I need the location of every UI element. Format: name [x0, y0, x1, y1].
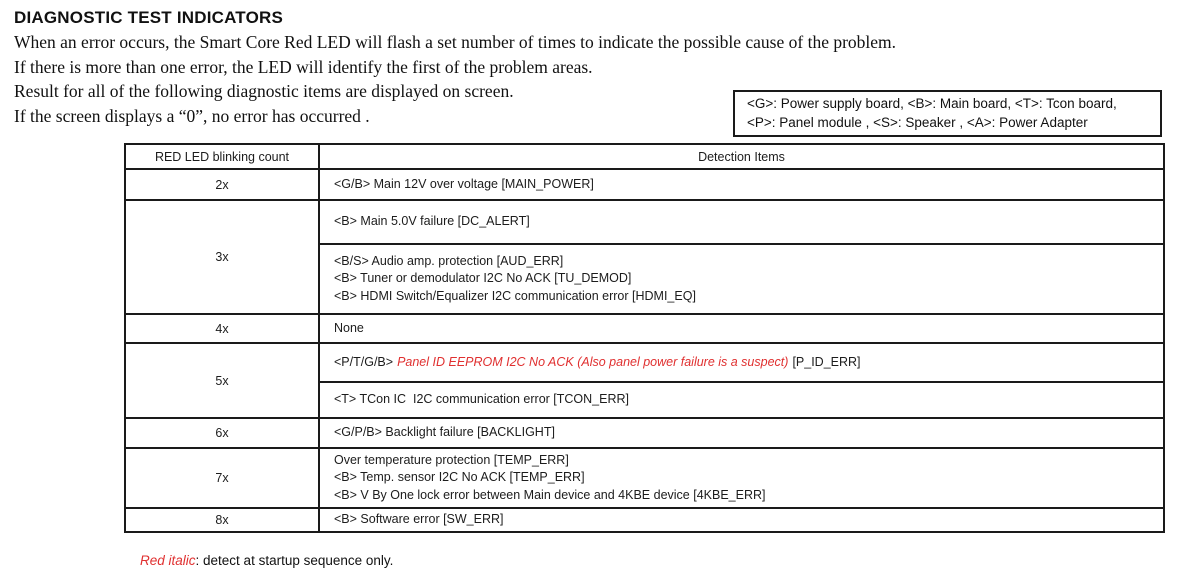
detection-cell — [319, 343, 1164, 382]
blink-count-7x: 7x — [125, 448, 319, 508]
detection-item: <B> Temp. sensor I2C No ACK [TEMP_ERR] — [334, 470, 585, 485]
detection-cell — [319, 448, 1164, 508]
detection-item: <B> Main 5.0V failure [DC_ALERT] — [334, 214, 530, 229]
detection-cell — [319, 508, 1164, 532]
blink-count-3x: 3x — [125, 200, 319, 314]
legend-line-1: <G>: Power supply board, <B>: Main board, <T>: Tcon board, — [747, 96, 1117, 111]
detection-item-red-note: Panel ID EEPROM I2C No ACK (Also panel power failure is a suspect) — [397, 354, 789, 369]
table-header-row — [125, 144, 1164, 169]
detection-item: None — [334, 320, 364, 335]
blink-count-5x: 5x — [125, 343, 319, 418]
detection-cell — [319, 244, 1164, 314]
table-row — [125, 200, 1164, 244]
detection-item: <B> V By One lock error between Main device and 4KBE device [4KBE_ERR] — [334, 487, 766, 502]
detection-item-code: [P_ID_ERR] — [792, 354, 861, 369]
detection-item-with-red-note — [334, 354, 1163, 372]
detection-item: Over temperature protection [TEMP_ERR] — [334, 452, 569, 467]
detection-item: <G/B> Main 12V over voltage [MAIN_POWER] — [334, 176, 594, 191]
detection-item: <B> HDMI Switch/Equalizer I2C communication error [HDMI_EQ] — [334, 288, 696, 303]
detection-item: <G/P/B> Backlight failure [BACKLIGHT] — [334, 425, 555, 440]
table-row — [125, 343, 1164, 382]
detection-item: <B> Tuner or demodulator I2C No ACK [TU_DEMOD] — [334, 271, 632, 286]
detection-item: <B> Software error [SW_ERR] — [334, 512, 504, 527]
footnote-text: : detect at startup sequence only. — [195, 553, 394, 568]
diagnostic-table — [124, 143, 1165, 533]
detection-item-prefix: <P/T/G/B> — [334, 354, 394, 369]
table-row — [125, 508, 1164, 532]
intro-line-1: When an error occurs, the Smart Core Red LED will flash a set number of times to indicate the possible cause of the problem. — [14, 32, 897, 52]
column-header-blinking-count: RED LED blinking count — [125, 144, 319, 169]
blink-count-4x: 4x — [125, 314, 319, 343]
detection-cell — [319, 314, 1164, 343]
blink-count-2x: 2x — [125, 169, 319, 200]
intro-line-3: Result for all of the following diagnostic items are displayed on screen. — [14, 81, 514, 101]
intro-line-4: If the screen displays a “0”, no error has occurred . — [14, 105, 370, 126]
legend-line-2: <P>: Panel module , <S>: Speaker , <A>: Power Adapter — [747, 115, 1088, 130]
detection-cell — [319, 169, 1164, 200]
detection-item: <B/S> Audio amp. protection [AUD_ERR] — [334, 253, 564, 268]
table-row — [125, 169, 1164, 200]
blink-count-8x: 8x — [125, 508, 319, 532]
table-row — [125, 448, 1164, 508]
table-row — [125, 418, 1164, 448]
blink-count-6x: 6x — [125, 418, 319, 448]
page-title: DIAGNOSTIC TEST INDICATORS — [14, 8, 284, 27]
detection-item: <T> TCon IC I2C communication error [TCON_ERR] — [334, 392, 629, 407]
board-code-legend — [733, 90, 1162, 137]
footnote-red-label: Red italic — [140, 553, 196, 568]
intro-line-2: If there is more than one error, the LED will identify the first of the problem areas. — [14, 56, 593, 77]
detection-cell — [319, 200, 1164, 244]
footnote — [140, 553, 393, 568]
detection-cell — [319, 382, 1164, 418]
column-header-detection-items: Detection Items — [319, 144, 1164, 169]
table-row — [125, 314, 1164, 343]
detection-cell — [319, 418, 1164, 448]
